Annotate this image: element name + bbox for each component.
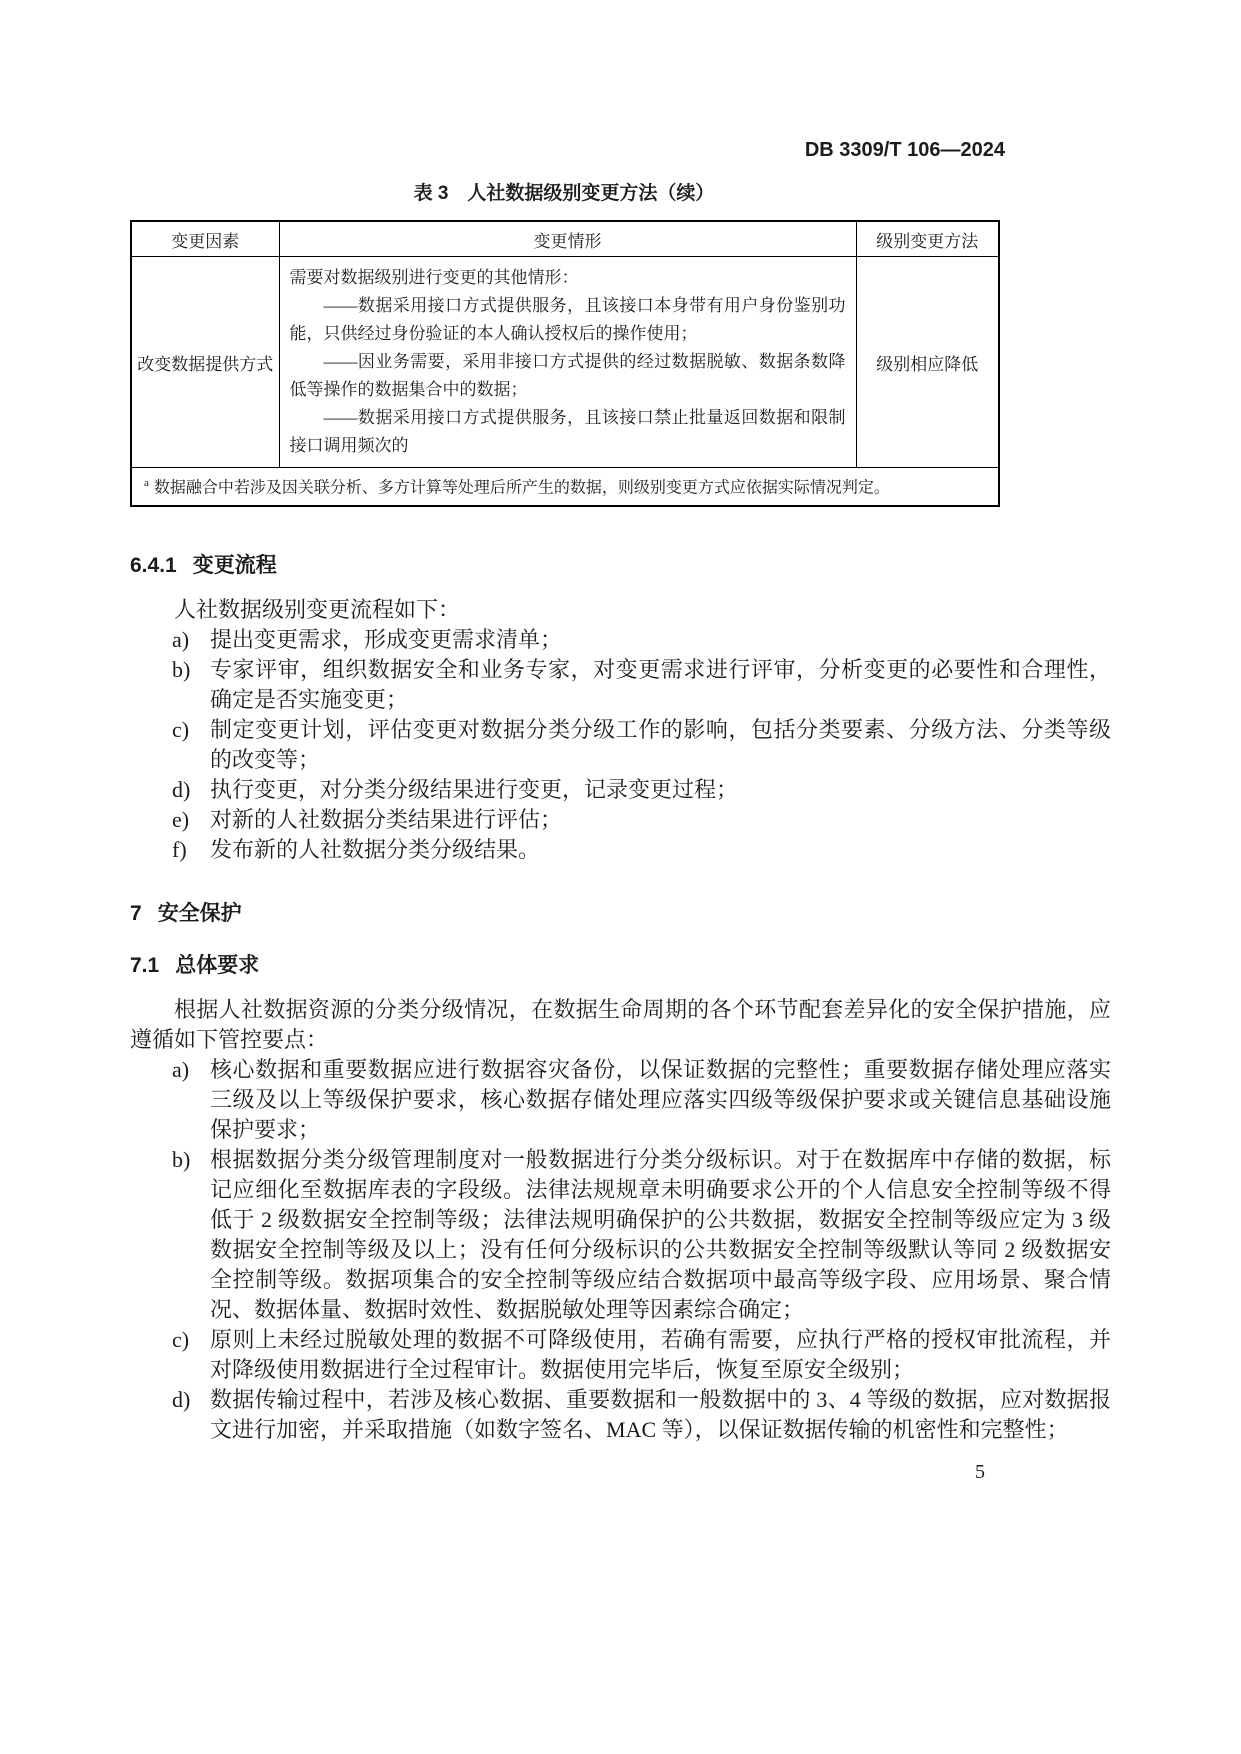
page-number: 5 (975, 1461, 985, 1483)
level-change-method-table (130, 220, 1000, 507)
section-heading-7-1 (130, 953, 1111, 979)
section-title: 变更流程 (192, 554, 277, 578)
list-item-text: 根据数据分类分级管理制度对一般数据进行分类分级标识。对于在数据库中存储的数据，标记应细化至数据库表的字段级。法律法规规章未明确要求公开的个人信息安全控制等级不得低于 2 级数据安全控制等级；法律法规明确保护的公共数据，数据安全控制等级应定为 3 级数据安全控制等级及以上；没有任何分级标识的公共数据安全控制等级默认等同 2 级数据安全控制等级。数据项集合的安全控制等级应结合数据项中最高等级字段、应用场景、聚合情况、数据体量、数据时效性、数据脱敏处理等因素综合确定； (210, 1147, 1111, 1323)
situation-intro: 需要对数据级别进行变更的其他情形： (289, 268, 579, 287)
list-item-label: b) (172, 1147, 191, 1173)
table-footnote (131, 468, 999, 507)
list-item-text: 执行变更，对分类分级结果进行变更，记录变更过程； (210, 777, 739, 803)
section-title: 总体要求 (175, 954, 260, 978)
list-item-text: 制定变更计划，评估变更对数据分类分级工作的影响，包括分类要素、分级方法、分类等级的改变等； (210, 717, 1111, 773)
list-item-label: c) (172, 717, 190, 743)
column-header-situation: 变更情形 (279, 221, 856, 257)
table-footnote-row (131, 468, 999, 507)
list-item-text: 发布新的人社数据分类分级结果。 (210, 837, 541, 863)
list-item-label: e) (172, 807, 190, 833)
section-title: 安全保护 (157, 902, 242, 926)
list-item-f (172, 835, 1111, 865)
cell-change-factor: 改变数据提供方式 (131, 257, 279, 468)
list-item-label: b) (172, 657, 191, 683)
list-item-a (172, 625, 1111, 655)
list-item-text: 对新的人社数据分类结果进行评估； (210, 807, 563, 833)
section-number: 6.4.1 (130, 554, 177, 578)
footnote-text: 数据融合中若涉及因关联分析、多方计算等处理后所产生的数据，则级别变更方式应依据实际情况判定。 (153, 479, 890, 497)
list-item-label: c) (172, 1327, 190, 1353)
section-heading-6-4-1 (130, 553, 1111, 579)
column-header-factor: 变更因素 (131, 221, 279, 257)
situation-case-2: ——因业务需要，采用非接口方式提供的经过数据脱敏、数据条数降低等操作的数据集合中的数据； (289, 352, 846, 399)
list-item-b (172, 655, 1111, 715)
section-number: 7 (130, 902, 142, 926)
list-item-c (172, 715, 1111, 775)
cell-change-method: 级别相应降低 (856, 257, 999, 468)
table-title: 表 3 人社数据级别变更方法（续） (413, 183, 715, 204)
section-number: 7.1 (130, 954, 160, 978)
cell-change-situation (279, 257, 856, 468)
situation-case-3: ——数据采用接口方式提供服务，且该接口禁止批量返回数据和限制接口调用频次的 (289, 408, 846, 455)
list-item-label: a) (172, 1057, 190, 1083)
list-item-label: f) (172, 837, 187, 863)
list-item-text: 核心数据和重要数据应进行数据容灾备份，以保证数据的完整性；重要数据存储处理应落实三级及以上等级保护要求，核心数据存储处理应落实四级等级保护要求或关键信息基础设施保护要求； (210, 1057, 1111, 1143)
list-item-text: 数据传输过程中，若涉及核心数据、重要数据和一般数据中的 3、4 等级的数据，应对数据报文进行加密，并采取措施（如数字签名、MAC 等），以保证数据传输的机密性和完整性； (210, 1387, 1111, 1443)
list-item-a (172, 1055, 1111, 1145)
situation-case-1: ——数据采用接口方式提供服务，且该接口本身带有用户身份鉴别功能，只供经过身份验证的本人确认授权后的操作使用； (289, 296, 846, 343)
list-item-e (172, 805, 1111, 835)
list-item-d (172, 775, 1111, 805)
list-item-label: d) (172, 777, 191, 803)
section-6-4-1-intro: 人社数据级别变更流程如下： (174, 597, 461, 623)
list-item-d (172, 1385, 1111, 1445)
list-item-label: a) (172, 627, 190, 653)
list-item-b (172, 1145, 1111, 1325)
footnote-marker: a (144, 477, 149, 489)
section-heading-7 (130, 901, 1111, 927)
doc-number: DB 3309/T 106—2024 (804, 139, 1005, 161)
section-7-1-intro: 根据人社数据资源的分类分级情况，在数据生命周期的各个环节配套差异化的安全保护措施，应遵循如下管控要点： (130, 997, 1111, 1053)
column-header-method: 级别变更方法 (856, 221, 999, 257)
table-row (131, 257, 999, 468)
list-item-label: d) (172, 1387, 191, 1413)
document-header (130, 138, 1111, 162)
list-item-c (172, 1325, 1111, 1385)
security-requirements-list (130, 1055, 1111, 1445)
list-item-text: 原则上未经过脱敏处理的数据不可降级使用，若确有需要，应执行严格的授权审批流程，并对降级使用数据进行全过程审计。数据使用完毕后，恢复至原安全级别； (210, 1327, 1111, 1383)
change-process-list (130, 625, 1111, 865)
list-item-text: 专家评审，组织数据安全和业务专家，对变更需求进行评审，分析变更的必要性和合理性，确定是否实施变更； (210, 657, 1111, 713)
table-header-row (131, 221, 999, 257)
list-item-text: 提出变更需求，形成变更需求清单； (210, 627, 563, 653)
